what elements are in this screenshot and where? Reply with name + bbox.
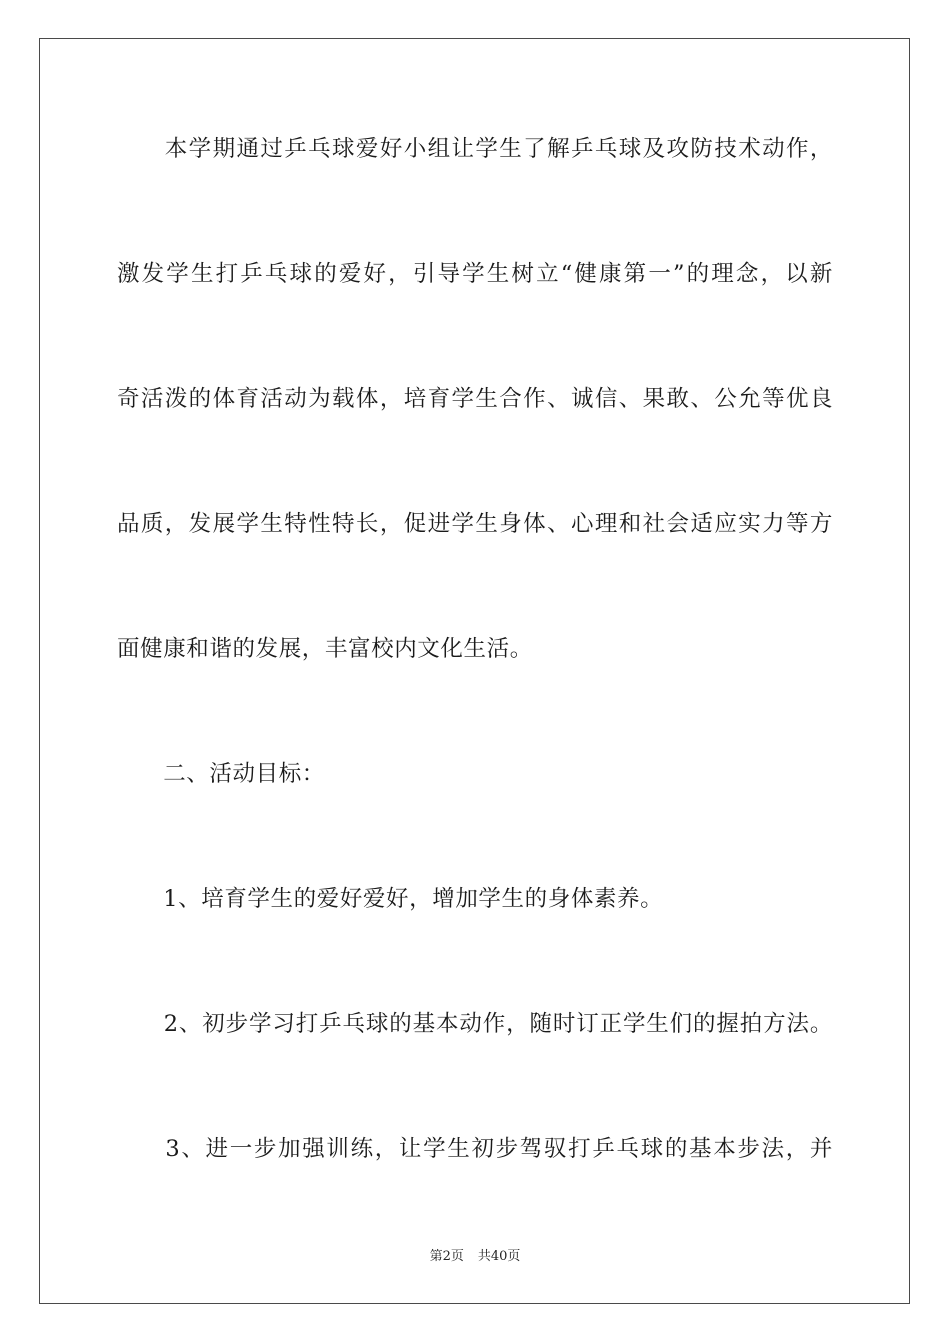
page-number: 第2页 xyxy=(429,1249,464,1264)
paragraph-line-1: 本学期通过乒乓球爱好小组让学生了解乒乓球及攻防技术动作， xyxy=(117,136,833,162)
page-footer xyxy=(0,1248,950,1266)
paragraph-line-4: 品质，发展学生特性特长，促进学生身体、心理和社会适应实力等方 xyxy=(117,511,833,537)
page-border xyxy=(39,38,910,1304)
paragraph-line-5: 面健康和谐的发展，丰富校内文化生活。 xyxy=(117,636,533,662)
list-item-1: 1、培育学生的爱好爱好，增加学生的身体素养。 xyxy=(117,886,664,912)
paragraph-line-2: 激发学生打乒乓球的爱好，引导学生树立“健康第一”的理念，以新 xyxy=(117,261,833,287)
paragraph-line-3: 奇活泼的体育活动为载体，培育学生合作、诚信、果敢、公允等优良 xyxy=(117,386,833,412)
page-total: 共40页 xyxy=(477,1249,521,1264)
list-item-3: 3、进一步加强训练，让学生初步驾驭打乒乓球的基本步法，并 xyxy=(117,1136,833,1162)
section-heading: 二、活动目标： xyxy=(117,761,325,787)
list-item-2: 2、初步学习打乒乓球的基本动作，随时订正学生们的握拍方法。 xyxy=(117,1011,833,1037)
